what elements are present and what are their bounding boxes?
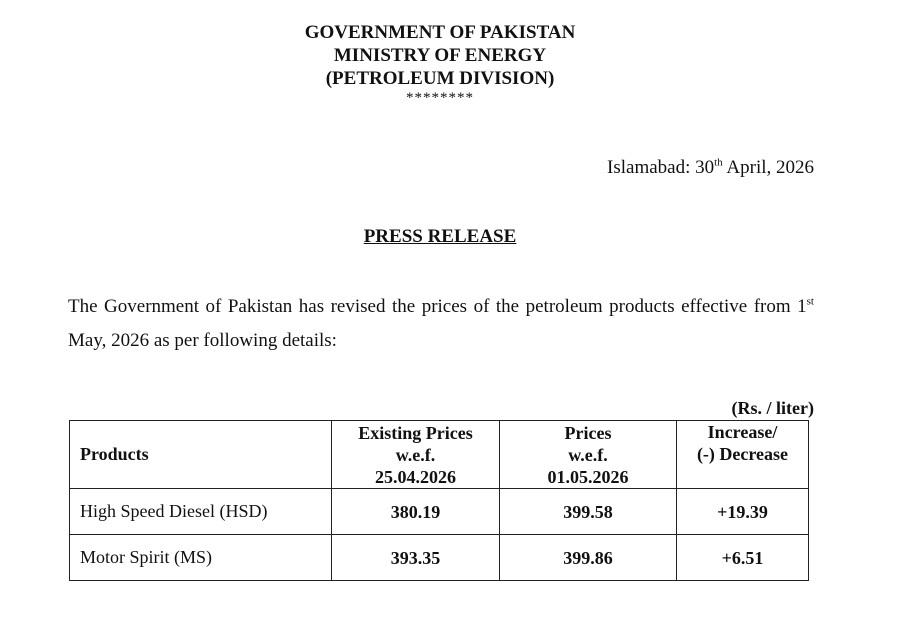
header-existing-line1: Existing Prices <box>358 422 473 443</box>
dateline-superscript: th <box>714 156 723 169</box>
new-price-cell: 399.58 <box>500 489 677 535</box>
price-table <box>69 420 809 581</box>
header-products: Products <box>70 421 332 489</box>
body-paragraph <box>68 290 814 358</box>
product-name-cell: Motor Spirit (MS) <box>70 535 332 581</box>
header-existing-line3: 25.04.2026 <box>375 466 456 487</box>
existing-price-cell: 393.35 <box>332 535 500 581</box>
header-change-line1: Increase/ <box>707 422 778 442</box>
header-new-prices <box>500 421 677 489</box>
body-text-part1: The Government of Pakistan has revised the prices of the petroleum products effective from 1 <box>68 296 807 317</box>
table-row <box>70 489 809 535</box>
press-release-title: PRESS RELEASE <box>363 226 517 247</box>
header-division: (PETROLEUM DIVISION) <box>325 68 555 89</box>
table-header-row <box>70 421 809 489</box>
body-superscript: st <box>806 295 814 308</box>
header-separator-stars: ******** <box>406 90 474 106</box>
dateline-prefix: Islamabad: 30 <box>607 157 715 178</box>
header-new-line2: w.e.f. <box>568 444 608 465</box>
table-row <box>70 535 809 581</box>
header-government: GOVERNMENT OF PAKISTAN <box>304 22 576 43</box>
body-text-part2: May, 2026 as per following details: <box>68 330 337 351</box>
existing-price-cell: 380.19 <box>332 489 500 535</box>
header-change <box>677 421 809 489</box>
header-new-line1: Prices <box>564 422 612 443</box>
dateline <box>607 157 814 179</box>
header-existing-prices <box>332 421 500 489</box>
header-ministry: MINISTRY OF ENERGY <box>333 45 547 66</box>
new-price-cell: 399.86 <box>500 535 677 581</box>
header-existing-line2: w.e.f. <box>395 444 436 465</box>
price-change-cell: +6.51 <box>677 535 809 581</box>
header-change-line2: (-) Decrease <box>696 444 789 464</box>
dateline-rest: April, 2026 <box>722 157 814 178</box>
product-name-cell: High Speed Diesel (HSD) <box>70 489 332 535</box>
header-new-line3: 01.05.2026 <box>547 466 629 487</box>
price-change-cell: +19.39 <box>677 489 809 535</box>
price-unit-label: (Rs. / liter) <box>731 398 814 418</box>
